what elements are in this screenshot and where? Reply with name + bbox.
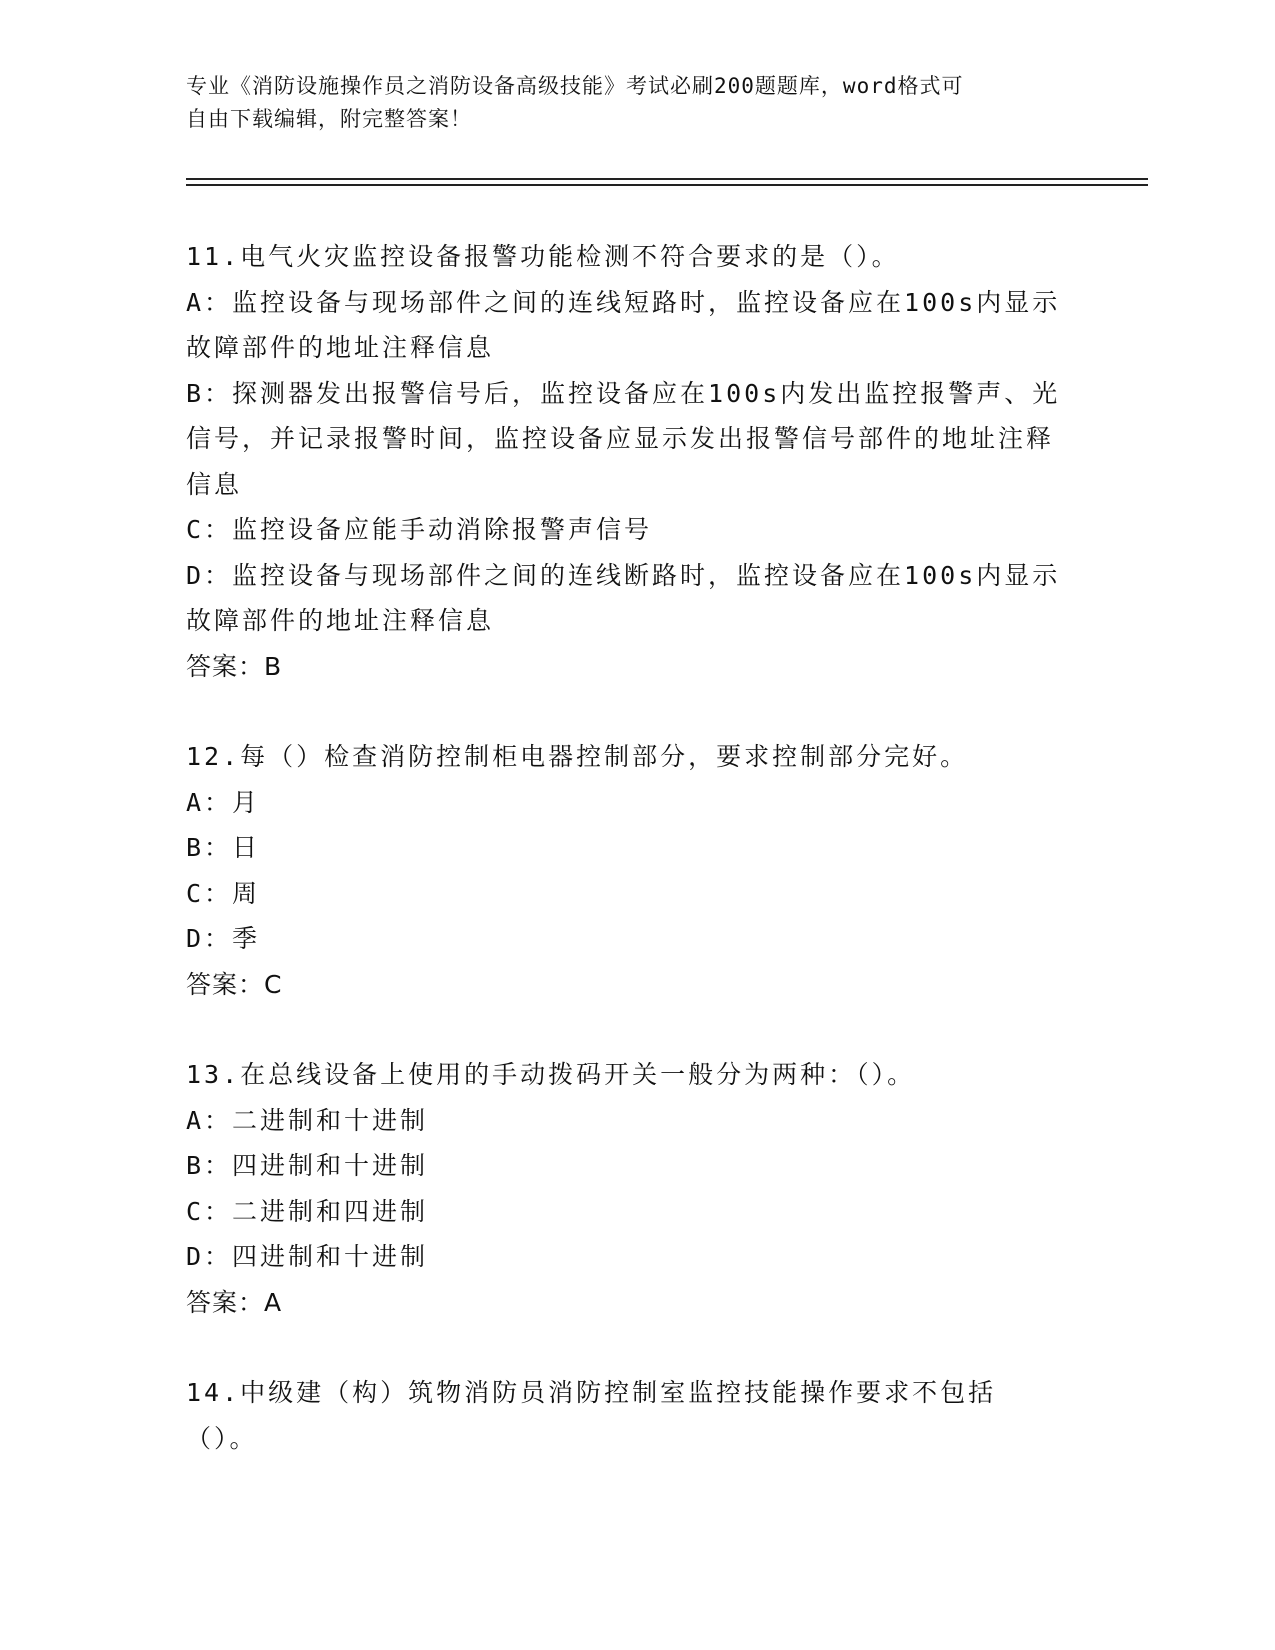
question-11: [186, 234, 1066, 689]
answer: 答案：B: [186, 651, 283, 681]
option-b: B：探测器发出报警信号后，监控设备应在100s内发出监控报警声、光信号，并记录报警时间，监控设备应显示发出报警信号部件的地址注释信息: [186, 378, 1061, 499]
header-divider-bottom: [186, 184, 1148, 186]
option-c: C：二进制和四进制: [186, 1196, 429, 1226]
option-d: D：监控设备与现场部件之间的连线断路时，监控设备应在100s内显示故障部件的地址注释信息: [186, 560, 1061, 635]
answer: 答案：C: [186, 969, 283, 999]
document-header: [186, 70, 1066, 136]
option-b: B：日: [186, 833, 261, 862]
header-line-2: 自由下载编辑，附完整答案！: [186, 107, 472, 131]
question-stem: 11.电气火灾监控设备报警功能检测不符合要求的是（）。: [186, 242, 900, 271]
option-a: A：月: [186, 787, 261, 817]
option-b: B：四进制和十进制: [186, 1151, 429, 1180]
question-stem: 13.在总线设备上使用的手动拨码开关一般分为两种：（）。: [186, 1060, 916, 1089]
question-stem: 12.每（）检查消防控制柜电器控制部分，要求控制部分完好。: [186, 742, 969, 771]
option-d: D：四进制和十进制: [186, 1242, 429, 1271]
option-c: C：监控设备应能手动消除报警声信号: [186, 515, 653, 544]
option-a: A：二进制和十进制: [186, 1105, 429, 1135]
question-stem: 14.中级建（构）筑物消防员消防控制室监控技能操作要求不包括（）。: [186, 1378, 997, 1453]
question-14: [186, 1370, 1066, 1461]
question-list: [186, 234, 1066, 1506]
answer: 答案：A: [186, 1287, 283, 1317]
question-13: [186, 1052, 1066, 1325]
option-d: D：季: [186, 924, 261, 953]
header-divider-top: [186, 178, 1148, 180]
option-c: C：周: [186, 878, 261, 908]
question-12: [186, 734, 1066, 1007]
header-line-1: 专业《消防设施操作员之消防设备高级技能》考试必刷200题题库，word格式可: [186, 74, 964, 98]
option-a: A：监控设备与现场部件之间的连线短路时，监控设备应在100s内显示故障部件的地址注释信息: [186, 287, 1061, 362]
